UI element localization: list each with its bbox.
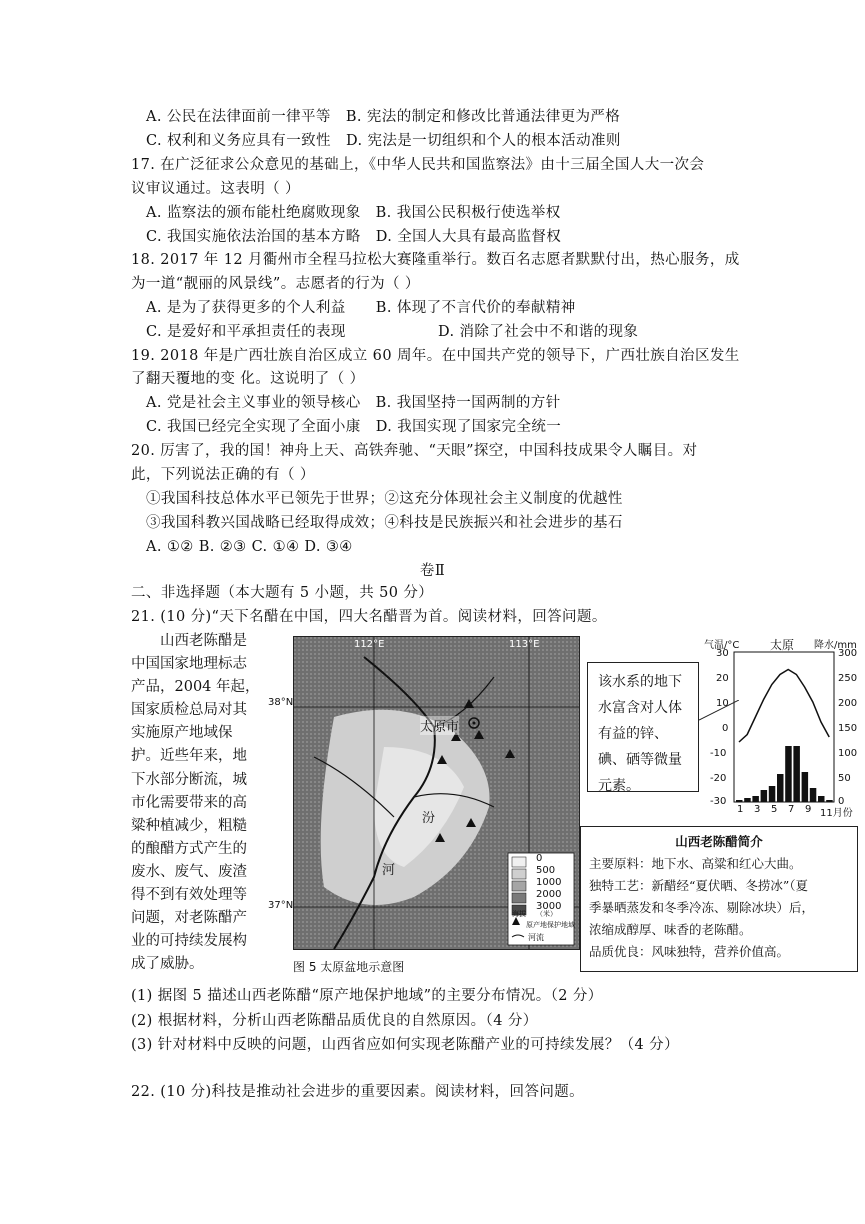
q17-option-b: B. 我国公民积极行使选举权 [375,205,561,221]
precipitation-bar [752,796,759,802]
q19-option-b: B. 我国坚持一国两制的方针 [375,395,561,411]
q21-sub1: (1) 据图 5 描述山西老陈醋“原产地保护地域”的主要分布情况。（2 分） [131,988,603,1004]
map-lon-label-112: 112°E [354,639,385,650]
precipitation-bar [736,800,743,802]
vinegar-intro-box [580,826,858,972]
material-line: 粱种植减少，粗糙 [131,817,247,834]
precipitation-bar [761,790,768,802]
q17-options-row2 [146,227,561,247]
q20-item-line1: ①我国科技总体水平已领先于世界；②这充分体现社会主义制度的优越性 [146,491,623,507]
right-tick-200: 200 [838,698,858,709]
q19-option-c: C. 我国已经完全实现了全面小康 [146,419,361,435]
precipitation-bar [818,796,825,802]
left-tick-30: 30 [716,648,729,659]
month-tick-5: 5 [771,804,778,815]
q16-options-row2 [146,131,621,151]
material-line: 下水部分断流，城 [131,771,247,788]
climate-plot-frame [734,652,834,802]
left-tick-0: 0 [722,723,729,734]
material-line: 实施原产地域保 [131,725,233,742]
material-line: 中国国家地理标志 [131,656,247,673]
taiyuan-climate-chart [702,636,860,819]
legend-label-2000: 2000 [536,889,562,900]
month-tick-7: 7 [788,804,795,815]
legend-protection-label: 原产地保护地域 [526,921,575,929]
q18-stem-line1: 18. 2017 年 12 月衢州市全程马拉松大赛隆重举行。数百名志愿者默默付出，热心服务，成 [131,252,740,268]
precipitation-bar [826,800,833,802]
material-line: 护。近些年来，地 [131,748,247,765]
precipitation-bar [744,798,751,802]
temperature-curve [739,670,829,743]
q17-option-c: C. 我国实施依法治国的基本方略 [146,229,361,245]
legend-swatch-2000 [512,893,526,903]
right-tick-0: 0 [838,796,845,807]
q18-option-a: A. 是为了获得更多的个人利益 [146,300,346,316]
material-line: 市化需要带来的高 [131,794,247,811]
legend-label-500: 500 [536,865,556,876]
left-tick-20: 20 [716,673,729,684]
month-tick-1: 1 [737,804,744,815]
part2-heading: 二、非选择题（本大题有 5 小题，共 50 分） [131,585,434,601]
q17-options-row1 [146,203,561,223]
q22-stem: 22. (10 分)科技是推动社会进步的重要因素。阅读材料，回答问题。 [131,1084,585,1100]
q16-option-c: C. 权利和义务应具有一致性 [146,133,331,149]
q16-option-b: B. 宪法的制定和修改比普通法律更为严格 [345,109,621,125]
right-tick-100: 100 [838,748,858,759]
q20-stem-line1: 20. 厉害了，我的国！神舟上天、高铁奔驰、“天眼”探空，中国科技成果令人瞩目。对 [131,443,698,459]
map-lat-label-38: 38°N [268,697,294,708]
q19-option-a: A. 党是社会主义事业的领导核心 [146,395,361,411]
legend-swatch-0 [512,857,526,867]
climate-title: 太原 [770,638,795,652]
groundwater-note-box: 该水系的地下水富含对人体有益的锌、碘、硒等微量元素。 [587,662,699,792]
material-line: 得不到有效处理等 [131,887,247,904]
legend-label-3000: 3000 [536,901,562,912]
part2-title: 卷Ⅱ [419,563,446,579]
material-line: 成了威胁。 [131,956,204,973]
month-tick-9: 9 [805,804,812,815]
q19-option-d: D. 我国实现了国家完全统一 [375,419,562,435]
intro-line-5: 品质优良：风味独特，营养价值高。 [589,944,790,959]
q20-stem-line2: 此，下列说法正确的有（ ） [131,467,315,483]
map-lon-label-113: 113°E [509,639,540,650]
q17-stem-line1: 17. 在广泛征求公众意见的基础上，《中华人民共和国监察法》由十三届全国人大一次会 [131,157,705,173]
q19-options-row1 [146,393,561,413]
intro-line-3: 季暴晒蒸发和冬季冷冻、剔除冰块）后， [589,900,815,915]
intro-title: 山西老陈醋简介 [675,834,763,849]
precipitation-bar [810,788,817,802]
material-line: 产品，2004 年起， [131,679,260,696]
intro-line-4: 浓缩成醇厚、味香的老陈醋。 [589,922,752,937]
q17-stem-line2: 议审议通过。这表明（ ） [131,181,300,197]
left-tick-neg10: -10 [710,748,727,759]
map-city-label: 太原市 [420,716,459,735]
q17-option-a: A. 监察法的颁布能杜绝腐败现象 [146,205,361,221]
precipitation-bars [736,746,833,802]
precipitation-bar [785,746,792,802]
q21-stem: 21. (10 分)“天下名醋在中国，四大名醋晋为首。阅读材料，回答问题。 [131,609,607,625]
q16-option-a: A. 公民在法律面前一律平等 [146,109,331,125]
material-line: 废水、废气、废渣 [131,863,247,880]
q18-option-c: C. 是爱好和平承担责任的表现 [146,324,346,340]
q18-option-b: B. 体现了不言代价的奉献精神 [375,300,576,316]
material-line: 的酿醋方式产生的 [131,840,247,857]
map-lat-label-37: 37°N [268,900,294,911]
map-river-label-2: 河 [382,863,396,878]
q18-options-row1 [146,298,576,318]
right-tick-150: 150 [838,723,858,734]
taiyuan-basin-map [293,636,580,950]
right-tick-250: 250 [838,673,858,684]
q21-sub3: (3) 针对材料中反映的问题，山西省应如何实现老陈醋产业的可持续发展？（4 分） [131,1037,679,1053]
q21-sub2: (2) 根据材料，分析山西老陈醋品质优良的自然原因。（4 分） [131,1013,538,1029]
climate-right-axis-title: 降水/mm [814,640,857,651]
legend-elevation-label: 海拔 [512,910,526,918]
material-line: 山西老陈醋是 [160,633,247,649]
legend-label-1000: 1000 [536,877,562,888]
q16-option-d: D. 宪法是一切组织和个人的根本活动准则 [345,133,621,149]
q18-stem-line2: 为一道“靓丽的风景线”。志愿者的行为（ ） [131,276,420,292]
q19-stem-line2: 了翻天覆地的变 化。这说明了（ ） [131,371,365,387]
legend-unit-label: （米） [536,910,557,918]
q18-option-d: D. 消除了社会中不和谐的现象 [438,324,639,340]
left-tick-neg30: -30 [710,796,727,807]
left-tick-neg20: -20 [710,773,727,784]
q21-material-paragraph [131,630,259,976]
material-line: 业的可持续发展构 [131,933,247,950]
q17-option-d: D. 全国人大具有最高监督权 [375,229,562,245]
precipitation-bar [769,786,776,802]
legend-label-0: 0 [536,853,543,864]
q20-item-line2: ③我国科教兴国战略已经取得成效；④科技是民族振兴和社会进步的基石 [146,515,623,531]
legend-swatch-500 [512,869,526,879]
map-river-label-1: 汾 [422,811,436,826]
q20-options: A. ①② B. ②③ C. ①④ D. ③④ [146,539,353,555]
material-line: 国家质检总局对其 [131,702,247,719]
legend-river-label: 河流 [528,933,544,942]
intro-line-1: 主要原料：地下水、高粱和红心大曲。 [589,856,802,871]
q19-options-row2 [146,417,561,437]
taiyuan-city-marker-dot [473,722,476,725]
legend-swatch-1000 [512,881,526,891]
precipitation-bar [793,746,800,802]
month-tick-3: 3 [754,804,761,815]
right-tick-50: 50 [838,773,851,784]
climate-left-axis-title: 气温/°C [704,640,740,651]
right-tick-300: 300 [838,648,858,659]
precipitation-bar [777,774,784,802]
month-tick-11: 11月份 [820,808,853,819]
q16-options-row1 [146,107,620,127]
precipitation-bar [802,772,809,802]
left-tick-10: 10 [716,698,729,709]
intro-line-2: 独特工艺：新醋经“夏伏晒、冬捞冰”（夏 [589,878,809,893]
material-line: 问题，对老陈醋产 [131,910,247,927]
map-caption: 图 5 太原盆地示意图 [293,960,405,974]
q19-stem-line1: 19. 2018 年是广西壮族自治区成立 60 周年。在中国共产党的领导下，广西壮族自治区发生 [131,348,740,364]
